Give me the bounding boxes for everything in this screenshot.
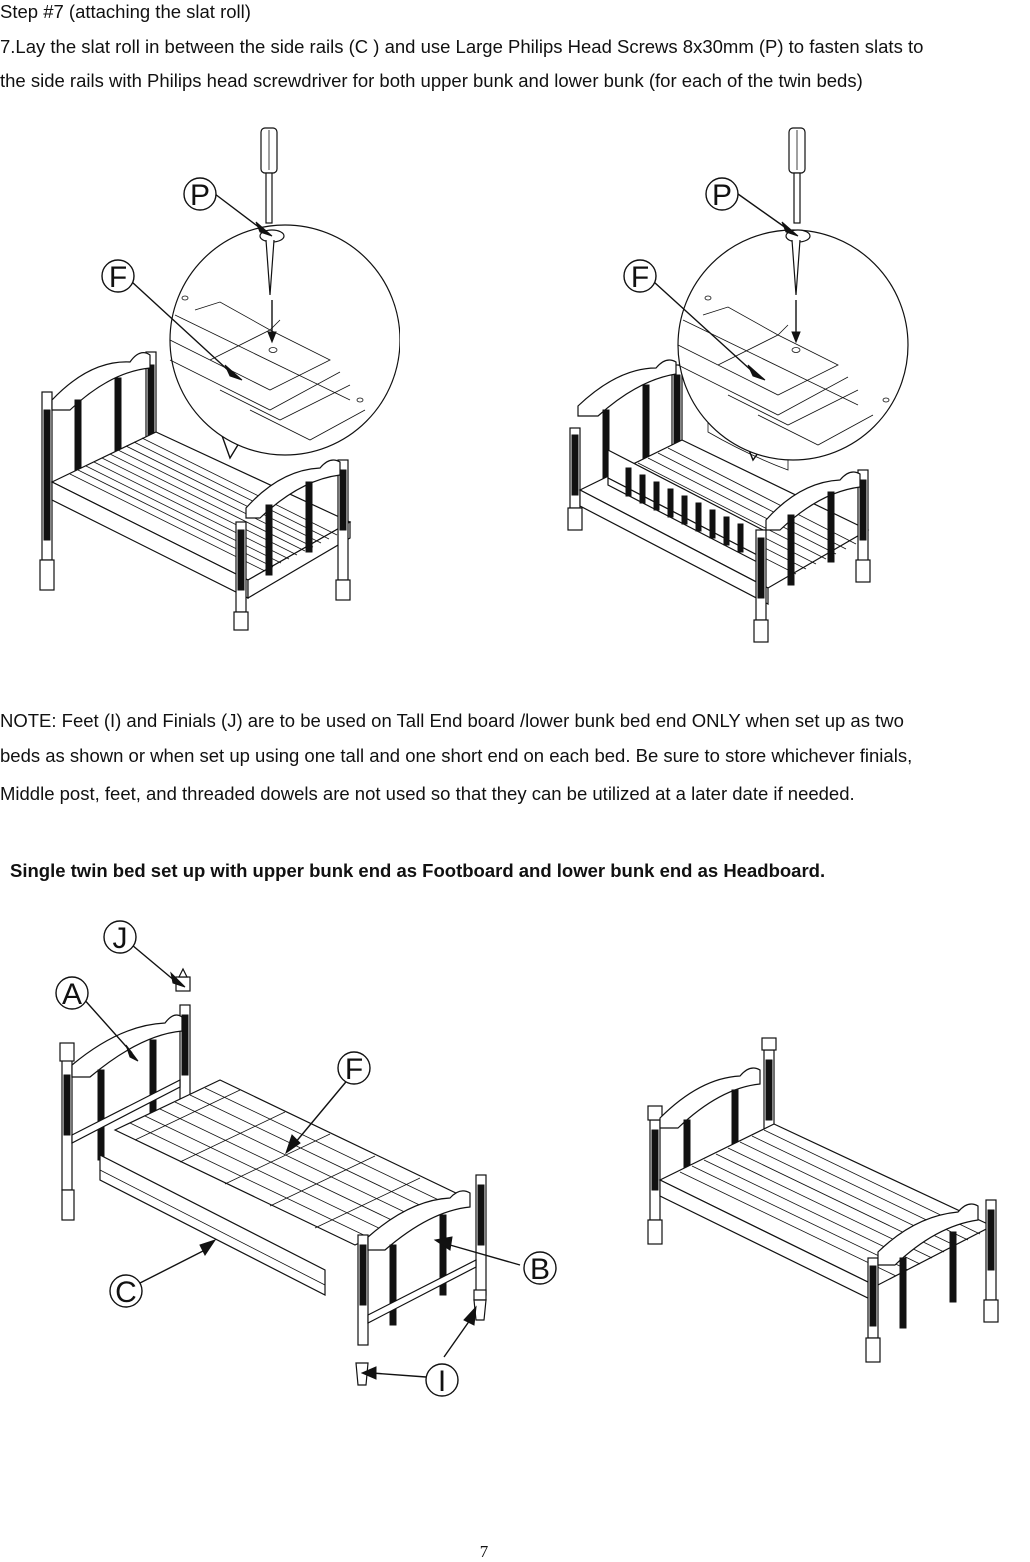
note-line-1: NOTE: Feet (I) and Finials (J) are to be used on Tall End board /lower bunk bed end ONLY when set up as two	[0, 710, 904, 731]
instruction-line-1: 7.Lay the slat roll in between the side rails (C ) and use Large Philips Head Screws 8x30mm (P) to fasten slats to	[0, 36, 924, 57]
zoom-detail-circle	[678, 230, 908, 460]
callout-F: F	[344, 1053, 364, 1086]
zoom-detail-circle	[170, 225, 400, 458]
callout-P: P	[189, 179, 211, 212]
callout-P: P	[711, 179, 733, 212]
callout-A: A	[61, 978, 83, 1011]
figure-exploded-twin-bed	[40, 915, 580, 1405]
callout-C: C	[115, 1276, 137, 1309]
callout-J: J	[112, 922, 128, 955]
callout-I: I	[437, 1365, 447, 1398]
step-title: Step #7 (attaching the slat roll)	[0, 1, 251, 22]
figure-slat-roll-bed-2	[548, 110, 928, 650]
subheading: Single twin bed set up with upper bunk end as Footboard and lower bunk end as Headboard.	[10, 860, 826, 881]
figure-assembled-twin-bed	[640, 1020, 1010, 1370]
callout-F: F	[108, 261, 128, 294]
instruction-line-2: the side rails with Philips head screwdriver for both upper bunk and lower bunk (for each of the twin beds)	[0, 70, 863, 91]
callout-F: F	[630, 261, 650, 294]
note-line-3: Middle post, feet, and threaded dowels are not used so that they can be utilized at a later date if needed.	[0, 783, 855, 804]
figure-slat-roll-bed-1	[20, 110, 400, 640]
bed-frame	[660, 1124, 992, 1302]
page-number: 7	[479, 1542, 489, 1561]
callout-B: B	[529, 1253, 551, 1286]
note-line-2: beds as shown or when set up using one tall and one short end on each bed. Be sure to store whichever finials,	[0, 745, 913, 766]
